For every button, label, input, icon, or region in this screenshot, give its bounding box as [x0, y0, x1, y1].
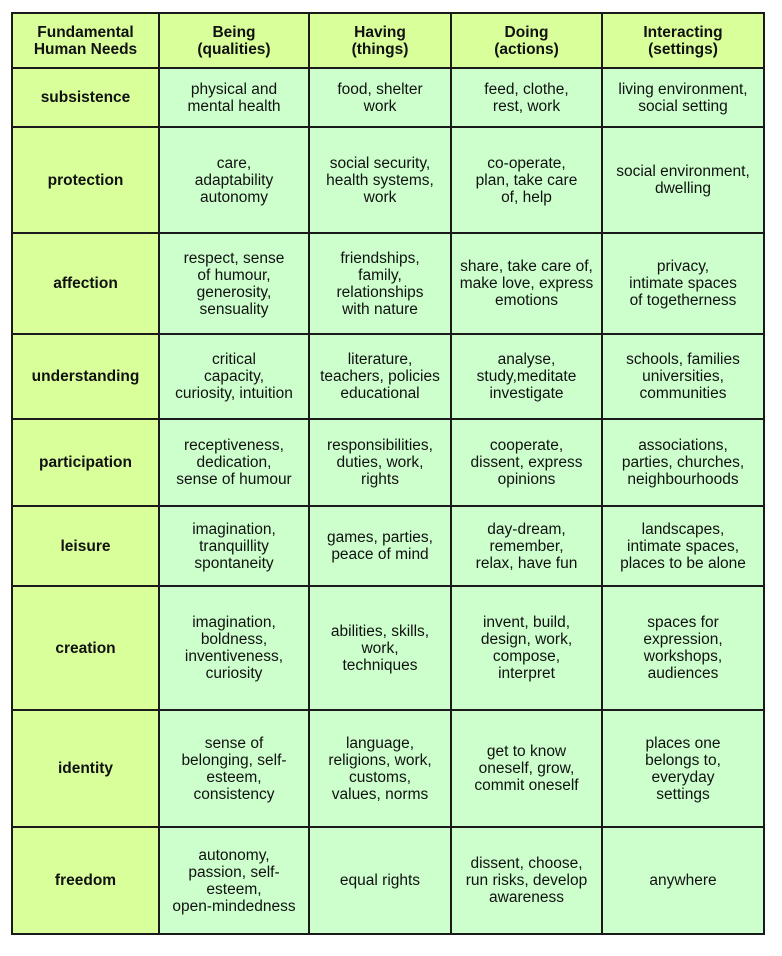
having-cell: responsibilities, duties, work, rights [309, 419, 451, 506]
table-body [12, 68, 764, 934]
table-row [12, 68, 764, 127]
being-cell: care, adaptability autonomy [159, 127, 309, 233]
table-row [12, 710, 764, 827]
table-row [12, 334, 764, 419]
doing-cell: feed, clothe, rest, work [451, 68, 602, 127]
having-cell: friendships, family, relationships with nature [309, 233, 451, 334]
doing-cell: analyse, study,meditate investigate [451, 334, 602, 419]
table-row [12, 419, 764, 506]
interacting-cell: spaces for expression, workshops, audiences [602, 586, 764, 710]
doing-cell: day-dream, remember, relax, have fun [451, 506, 602, 586]
having-cell: food, shelter work [309, 68, 451, 127]
being-cell: physical and mental health [159, 68, 309, 127]
doing-cell: get to know oneself, grow, commit oneself [451, 710, 602, 827]
interacting-cell: privacy, intimate spaces of togetherness [602, 233, 764, 334]
being-cell: respect, sense of humour, generosity, sensuality [159, 233, 309, 334]
being-cell: autonomy, passion, self- esteem, open-mindedness [159, 827, 309, 934]
doing-cell: invent, build, design, work, compose, interpret [451, 586, 602, 710]
doing-cell: dissent, choose, run risks, develop awareness [451, 827, 602, 934]
having-cell: social security, health systems, work [309, 127, 451, 233]
need-label: creation [12, 586, 159, 710]
table-row [12, 586, 764, 710]
need-label: understanding [12, 334, 159, 419]
header-doing: Doing (actions) [451, 13, 602, 68]
interacting-cell: schools, families universities, communities [602, 334, 764, 419]
having-cell: games, parties, peace of mind [309, 506, 451, 586]
human-needs-table [11, 12, 765, 935]
need-label: subsistence [12, 68, 159, 127]
header-interacting: Interacting (settings) [602, 13, 764, 68]
need-label: freedom [12, 827, 159, 934]
interacting-cell: living environment, social setting [602, 68, 764, 127]
having-cell: abilities, skills, work, techniques [309, 586, 451, 710]
interacting-cell: landscapes, intimate spaces, places to be alone [602, 506, 764, 586]
having-cell: literature, teachers, policies educational [309, 334, 451, 419]
table-row [12, 506, 764, 586]
need-label: leisure [12, 506, 159, 586]
doing-cell: co-operate, plan, take care of, help [451, 127, 602, 233]
header-fundamental-needs: Fundamental Human Needs [12, 13, 159, 68]
being-cell: sense of belonging, self- esteem, consistency [159, 710, 309, 827]
being-cell: receptiveness, dedication, sense of humour [159, 419, 309, 506]
need-label: protection [12, 127, 159, 233]
interacting-cell: associations, parties, churches, neighbourhoods [602, 419, 764, 506]
header-row [12, 13, 764, 68]
need-label: affection [12, 233, 159, 334]
interacting-cell: places one belongs to, everyday settings [602, 710, 764, 827]
having-cell: equal rights [309, 827, 451, 934]
interacting-cell: anywhere [602, 827, 764, 934]
need-label: participation [12, 419, 159, 506]
header-being: Being (qualities) [159, 13, 309, 68]
interacting-cell: social environment, dwelling [602, 127, 764, 233]
having-cell: language, religions, work, customs, values, norms [309, 710, 451, 827]
doing-cell: cooperate, dissent, express opinions [451, 419, 602, 506]
table-row [12, 233, 764, 334]
table-row [12, 827, 764, 934]
table-row [12, 127, 764, 233]
need-label: identity [12, 710, 159, 827]
being-cell: imagination, boldness, inventiveness, curiosity [159, 586, 309, 710]
being-cell: critical capacity, curiosity, intuition [159, 334, 309, 419]
table-header [12, 13, 764, 68]
header-having: Having (things) [309, 13, 451, 68]
doing-cell: share, take care of, make love, express emotions [451, 233, 602, 334]
being-cell: imagination, tranquillity spontaneity [159, 506, 309, 586]
